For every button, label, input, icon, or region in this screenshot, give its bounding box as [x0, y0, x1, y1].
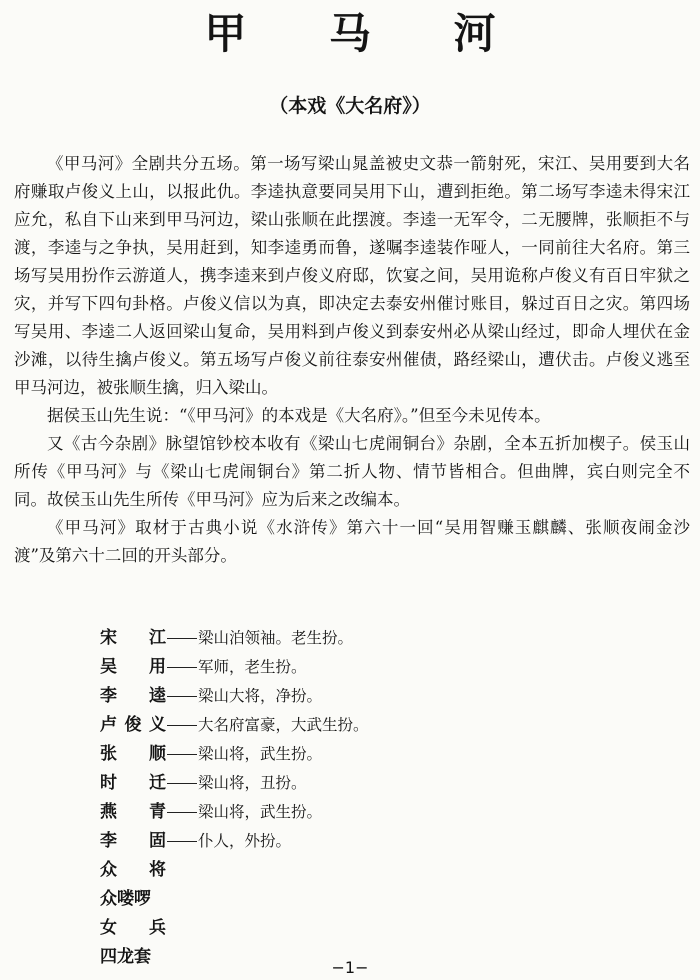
cast-desc: 梁山将，武生扮。 [198, 745, 323, 763]
cast-item [100, 652, 520, 681]
dash-divider [167, 841, 197, 842]
paragraph: 又《古今杂剧》脉望馆钞校本收有《梁山七虎闹铜台》杂剧，全本五折加楔子。侯玉山所传《甲马河》与《梁山七虎闹铜台》第二折人物、情节皆相合。但曲牌，宾白则完全不同。故侯玉山先生所传《甲马河》应为后来之改编本。 [14, 434, 690, 509]
cast-desc: 军师，老生扮。 [198, 658, 307, 676]
cast-item [100, 826, 520, 855]
cast-name: 四龙套 [100, 947, 151, 967]
cast-item [100, 623, 520, 652]
cast-desc: 仆人，外扮。 [198, 832, 292, 850]
page-title: 甲 马 河 [204, 9, 530, 58]
dash-divider [167, 754, 197, 755]
dash-divider [167, 638, 197, 639]
dash-divider [167, 783, 197, 784]
intro-text [14, 150, 690, 570]
cast-name: 李逵 [100, 686, 166, 706]
cast-name: 张顺 [100, 744, 166, 764]
cast-name: 吴用 [100, 657, 166, 677]
cast-item [100, 855, 520, 884]
cast-name: 时迁 [100, 773, 166, 793]
paragraph: 《甲马河》全剧共分五场。第一场写梁山晁盖被史文恭一箭射死，宋江、吴用要到大名府赚取卢俊义上山，以报此仇。李逵执意要同吴用下山，遭到拒绝。第二场写李逵未得宋江应允，私自下山来到甲马河边，梁山张顺在此摆渡。李逵一无军令，二无腰牌，张顺拒不与渡，李逵与之争执，吴用赶到，知李逵勇而鲁，遂嘱李逵装作哑人，一同前往大名府。第三场写吴用扮作云游道人，携李逵来到卢俊义府邸，饮宴之间，吴用诡称卢俊义有百日牢狱之灾，并写下四句卦格。卢俊义信以为真，即决定去泰安州催讨账目，躲过百日之灾。第四场写吴用、李逵二人返回梁山复命，吴用料到卢俊义到泰安州必从梁山经过，即命人埋伏在金沙滩，以待生擒卢俊义。第五场写卢俊义前往泰安州催债，路经梁山，遭伏击。卢俊义逃至甲马河边，被张顺生擒，归入梁山。 [14, 154, 690, 397]
page-number: −1− [331, 958, 369, 977]
cast-name: 众喽啰 [100, 889, 151, 909]
cast-name: 众将 [100, 860, 166, 880]
cast-item [100, 913, 520, 942]
cast-desc: 梁山将，丑扮。 [198, 774, 307, 792]
cast-name: 燕青 [100, 802, 166, 822]
cast-item [100, 681, 520, 710]
paragraph: 据侯玉山先生说：“《甲马河》的本戏是《大名府》。”但至今未见传本。 [47, 406, 551, 425]
cast-list [100, 623, 520, 971]
cast-item [100, 710, 520, 739]
dash-divider [167, 812, 197, 813]
cast-name: 女兵 [100, 918, 166, 938]
cast-item [100, 797, 520, 826]
cast-name: 宋江 [100, 628, 166, 648]
cast-desc: 梁山大将，净扮。 [198, 687, 323, 705]
dash-divider [167, 667, 197, 668]
cast-item [100, 739, 520, 768]
cast-desc: 梁山泊领袖。老生扮。 [198, 629, 354, 647]
cast-desc: 梁山将，武生扮。 [198, 803, 323, 821]
cast-name: 李固 [100, 831, 166, 851]
cast-item [100, 768, 520, 797]
dash-divider [167, 696, 197, 697]
cast-name: 卢俊义 [100, 715, 166, 735]
cast-item [100, 884, 520, 913]
paragraph: 《甲马河》取材于古典小说《水浒传》第六十一回“吴用智赚玉麒麟、张顺夜闹金沙渡”及第六十二回的开头部分。 [14, 518, 690, 565]
page-subtitle: （本戏《大名府》） [269, 95, 431, 117]
dash-divider [167, 725, 197, 726]
cast-desc: 大名府富豪，大武生扮。 [198, 716, 369, 734]
